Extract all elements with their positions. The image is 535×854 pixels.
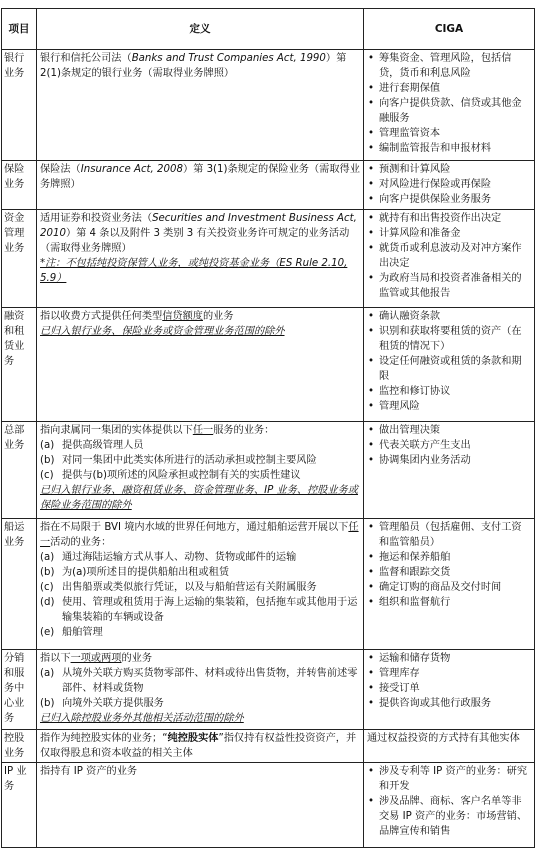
definition-list-item: (c) 提供与(b)项所述的风险承担或控制有关的实质性建议 (40, 470, 301, 481)
list-item: • 代表关联方产生支出 (367, 438, 531, 453)
list-item: • 确定订购的商品及交付时间 (367, 580, 531, 595)
list-item: • 筹集资金、管理风险，包括信贷，货币和利息风险 (367, 51, 531, 81)
item-cell: 分销 和服 务中 心业 务 (2, 650, 37, 730)
definition-list-item: (b) 对同一集团中此类实体所进行的活动承担或控制主要风险 (40, 455, 317, 466)
table-row-ip (2, 763, 535, 848)
item-cell: 控股 业务 (2, 730, 37, 763)
ciga-cell (364, 763, 535, 848)
definition-list-item: (a) 从境外关联方购买货物零部件、材料或待出售货物，并转售前述零部件、材料或货物 (40, 668, 358, 694)
ciga-table (1, 8, 535, 848)
definition-list-item: (b) 向境外关联方提供服务 (40, 698, 164, 709)
list-item: • 协调集团内业务活动 (367, 453, 531, 468)
definition-list-item: (b) 为(a)项所述目的提供船舶出租或租赁 (40, 567, 230, 578)
definition-cell: 指向隶属同一集团的实体提供以下任一服务的业务： (a) 提供高级管理人员 (b) 对同一集团中此类实体所进行的活动承担或控制主要风险 (c) 提供与(b)项所述的风险承担或控制有关的实质性建议 已归入银行业务、融资租赁业务、资金管理业务、IP 业务、控股业务或保险业务范围的除外 (37, 422, 364, 519)
list-item: • 设定任何融资或租赁的条款和期限 (367, 354, 531, 384)
header-row (2, 9, 535, 50)
list-item: • 做出管理决策 (367, 423, 531, 438)
ciga-cell (364, 161, 535, 210)
item-cell: 资金 管理 业务 (2, 210, 37, 308)
definition-list-item: (c) 出售船票或类似旅行凭证，以及与船舶营运有关附属服务 (40, 582, 317, 593)
exclusion-note: 已归入银行业务、保险业务或资金管理业务范围的除外 (40, 326, 285, 337)
item-cell: 船运 业务 (2, 519, 37, 650)
definition-cell: 保险法（Insurance Act, 2008）第 3(1)条规定的保险业务（需取得业务牌照） (37, 161, 364, 210)
list-item: • 计算风险和准备金 (367, 226, 531, 241)
list-item: • 编制监管报告和申报材料 (367, 141, 531, 156)
exclusion-note: 已归入除控股业务外其他相关活动范围的除外 (40, 713, 244, 724)
list-item: • 提供咨询或其他行政服务 (367, 696, 531, 711)
list-item: • 涉及品牌、商标、客户名单等非交易 IP 资产的业务：市场营销、品牌宣传和销售 (367, 794, 531, 839)
table-row-holding (2, 730, 535, 763)
item-cell: 总部 业务 (2, 422, 37, 519)
table-row-finance-leasing (2, 308, 535, 422)
ciga-cell (364, 308, 535, 422)
item-cell: 保险 业务 (2, 161, 37, 210)
list-item: • 监控和修订协议 (367, 384, 531, 399)
item-cell: 银行 业务 (2, 50, 37, 161)
ciga-cell (364, 50, 535, 161)
list-item: • 就持有和出售投资作出决定 (367, 211, 531, 226)
list-item: • 涉及专利等 IP 资产的业务：研究和开发 (367, 764, 531, 794)
definition-list-item: (d) 使用、管理或租赁用于海上运输的集装箱，包括拖车或其他用于运输集装箱的车辆或设备 (40, 597, 358, 623)
definition-cell: 指持有 IP 资产的业务 (37, 763, 364, 848)
table-row-distribution-service (2, 650, 535, 730)
list-item: • 为政府当局和投资者准备相关的监管或其他报告 (367, 271, 531, 301)
ciga-cell (364, 422, 535, 519)
list-item: • 向客户提供保险业务服务 (367, 192, 531, 207)
exclusion-note: 已归入银行业务、融资租赁业务、资金管理业务、IP 业务、控股业务或保险业务范围的除外 (40, 485, 359, 511)
list-item: • 预测和计算风险 (367, 162, 531, 177)
item-cell: 融资 和租 赁业 务 (2, 308, 37, 422)
definition-cell: 指作为纯控股实体的业务；“纯控股实体”指仅持有权益性投资资产，并仅取得股息和资本收益的相关主体 (37, 730, 364, 763)
list-item: • 确认融资条款 (367, 309, 531, 324)
definition-cell: 指以收费方式提供任何类型信贷额度的业务 已归入银行业务、保险业务或资金管理业务范围的除外 (37, 308, 364, 422)
header-ciga: CIGA (364, 9, 535, 50)
header-definition: 定义 (37, 9, 364, 50)
list-item: • 接受订单 (367, 681, 531, 696)
definition-list-item: (a) 提供高级管理人员 (40, 440, 144, 451)
definition-cell: 银行和信托公司法（Banks and Trust Companies Act, 1990）第 2(1)条规定的银行业务（需取得业务牌照） (37, 50, 364, 161)
list-item: • 运输和储存货物 (367, 651, 531, 666)
list-item: • 就货币或利息波动及对冲方案作出决定 (367, 241, 531, 271)
table-row-fund-management (2, 210, 535, 308)
ciga-cell (364, 519, 535, 650)
table-row-shipping (2, 519, 535, 650)
list-item: • 管理库存 (367, 666, 531, 681)
definition-list-item: (a) 通过海陆运输方式从事人、动物、货物或邮件的运输 (40, 552, 297, 563)
list-item: • 对风险进行保险或再保险 (367, 177, 531, 192)
table-row-insurance (2, 161, 535, 210)
exclusion-note: *注：不包括纯投资保管人业务，或纯投资基金业务（ES Rule 2.10, 5.9） (40, 258, 348, 284)
definition-list-item: (e) 船舶管理 (40, 627, 103, 638)
list-item: • 监督和跟踪交货 (367, 565, 531, 580)
table-row-banking (2, 50, 535, 161)
list-item: • 管理船员（包括雇佣、支付工资和监管船员） (367, 520, 531, 550)
list-item: • 识别和获取将要租赁的资产（在租赁的情况下） (367, 324, 531, 354)
list-item: • 管理风险 (367, 399, 531, 414)
list-item: • 拖运和保养船舶 (367, 550, 531, 565)
ciga-cell (364, 210, 535, 308)
table-row-headquarters (2, 422, 535, 519)
ciga-cell: 通过权益投资的方式持有其他实体 (364, 730, 535, 763)
list-item: • 管理监管资本 (367, 126, 531, 141)
definition-cell: 指以下一项或两项的业务 (a) 从境外关联方购买货物零部件、材料或待出售货物，并转售前述零部件、材料或货物 (b) 向境外关联方提供服务 已归入除控股业务外其他相关活动范围的除外 (37, 650, 364, 730)
item-cell: IP 业 务 (2, 763, 37, 848)
definition-cell: 指在不局限于 BVI 境内水域的世界任何地方，通过船舶运营开展以下任一活动的业务： (a) 通过海陆运输方式从事人、动物、货物或邮件的运输 (b) 为(a)项所述目的提供船舶出租或租赁 (c) 出售船票或类似旅行凭证，以及与船舶营运有关附属服务 (d) 使用、管理或租赁用于海上运输的集装箱，包括拖车或其他用于运输集装箱的车辆或设备 (e) 船舶管理 (37, 519, 364, 650)
list-item: • 组织和监督航行 (367, 595, 531, 610)
header-item: 项目 (2, 9, 37, 50)
definition-cell: 适用证券和投资业务法（Securities and Investment Business Act, 2010）第 4 条以及附件 3 类别 3 有关投资业务许可规定的业务活动（需取得业务牌照） *注：不包括纯投资保管人业务，或纯投资基金业务（ES Rule 2.10, 5.9） (37, 210, 364, 308)
list-item: • 向客户提供贷款、信贷或其他金融服务 (367, 96, 531, 126)
ciga-cell (364, 650, 535, 730)
list-item: • 进行套期保值 (367, 81, 531, 96)
